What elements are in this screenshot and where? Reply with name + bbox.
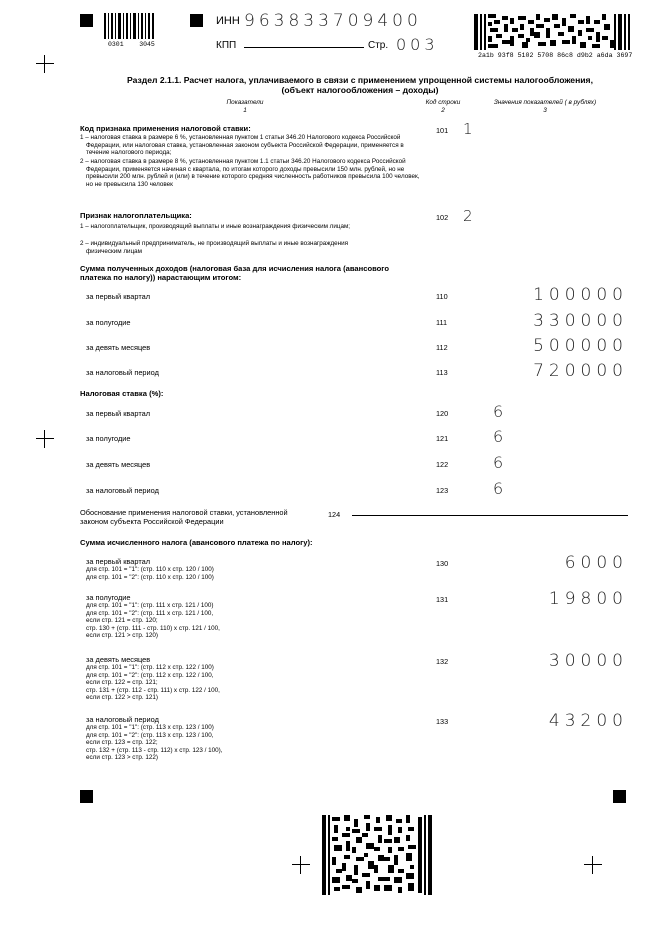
registration-cross-icon bbox=[36, 430, 54, 448]
registration-square bbox=[190, 14, 203, 27]
registration-cross-icon bbox=[36, 55, 54, 73]
taxpayer-option-2: 2 – индивидуальный предприниматель, не производящий выплаты и иные вознаграждения физическим лицам bbox=[80, 240, 349, 255]
barcode-2d-bottom bbox=[322, 815, 434, 895]
rate-code-option-2: 2 – налоговая ставка в размере 8 %, установленная пунктом 1.1 статьи 346.20 Налогового кодекса Российской Федерации, применяется начиная с квартала, по итогам которого доходы превысили 150 млн. рублей, но не превысили 200 млн. рублей и (или) в течение которого средняя численность работников превысила 100 человек, но не превысила 130 человек bbox=[80, 158, 420, 188]
taxpayer-title: Признак налогоплательщика: bbox=[80, 211, 192, 220]
rate-title: Налоговая ставка (%): bbox=[80, 389, 164, 398]
tax-row-formula: для стр. 101 = "1": (стр. 113 х стр. 123 / 100) для стр. 101 = "2": (стр. 113 х стр. 123 / 100, если стр. 123 = стр. 122; стр. 132 + (стр. 113 - стр. 112) х стр. 123 / 100), если стр. 123 > стр. 122) bbox=[86, 724, 223, 762]
line-code: 122 bbox=[436, 460, 449, 469]
kpp-line bbox=[244, 47, 364, 48]
registration-square bbox=[613, 790, 626, 803]
tax-row-label: за девять месяцев bbox=[86, 655, 151, 664]
line-code: 121 bbox=[436, 434, 449, 443]
rate-code-title: Код признака применения налоговой ставки: bbox=[80, 124, 251, 133]
section-title-line1: Раздел 2.1.1. Расчет налога, уплачиваемого в связи с применением упрощенной системы налогообложения, bbox=[127, 75, 593, 85]
section-title bbox=[60, 75, 660, 95]
justification-label: Обоснование применения налоговой ставки, установленной законом субъекта Российской Федерации bbox=[80, 508, 288, 526]
inn-label: ИНН bbox=[216, 15, 240, 27]
line-code: 123 bbox=[436, 486, 449, 495]
tax-row-label: за первый квартал bbox=[86, 557, 151, 566]
line-code: 124 bbox=[328, 510, 341, 519]
rate-row-label: за первый квартал bbox=[86, 409, 151, 418]
tax-row-formula: для стр. 101 = "1": (стр. 110 х стр. 120 / 100) для стр. 101 = "2": (стр. 110 х стр. 120 / 100) bbox=[86, 566, 214, 581]
line-code: 113 bbox=[436, 368, 448, 377]
tax-row-label: за полугодие bbox=[86, 593, 131, 602]
barcode-2d-top bbox=[474, 14, 630, 50]
line-code: 130 bbox=[436, 559, 449, 568]
inn-value: 963833709400 bbox=[244, 11, 422, 31]
line-code: 132 bbox=[436, 657, 449, 666]
line-code: 112 bbox=[436, 343, 448, 352]
page-value: 003 bbox=[396, 35, 439, 54]
line-code: 120 bbox=[436, 409, 449, 418]
tax-row-value: 30000 bbox=[548, 651, 628, 671]
tax-row bbox=[86, 593, 386, 640]
rate-code-value: 1 bbox=[463, 120, 478, 138]
income-row-value: 720000 bbox=[533, 361, 628, 381]
line-code: 131 bbox=[436, 595, 449, 604]
tax-row-formula: для стр. 101 = "1": (стр. 111 х стр. 121 / 100) для стр. 101 = "2": (стр. 111 х стр. 121 / 100, если стр. 121 = стр. 120; стр. 130 + (стр. 111 - стр. 110) х стр. 121 / 100, если стр. 121 > стр. 120) bbox=[86, 602, 220, 640]
line-code: 110 bbox=[436, 292, 448, 301]
justification-field[interactable] bbox=[352, 515, 628, 516]
income-row-label: за налоговый период bbox=[86, 368, 159, 377]
tax-row-label: за налоговый период bbox=[86, 715, 159, 724]
col2-header: Код строки 2 bbox=[425, 99, 461, 114]
registration-cross-icon bbox=[292, 856, 310, 874]
kpp-label: КПП bbox=[216, 40, 237, 51]
rate-row-label: за девять месяцев bbox=[86, 460, 151, 469]
tax-row-value: 6000 bbox=[564, 553, 628, 573]
barcode-left-text: 0301 3045 bbox=[108, 41, 155, 48]
rate-row-value: 6 bbox=[493, 479, 509, 498]
rate-row-value: 6 bbox=[493, 427, 509, 446]
registration-cross-icon bbox=[584, 856, 602, 874]
tax-row-value: 43200 bbox=[548, 711, 628, 731]
taxpayer-option-1: 1 – налогоплательщик, производящий выплаты и иные вознаграждения физическим лицам; bbox=[80, 223, 351, 230]
income-row-value: 500000 bbox=[533, 336, 628, 356]
tax-row-value: 19800 bbox=[548, 589, 628, 609]
taxpayer-value: 2 bbox=[463, 207, 478, 225]
income-row-label: за первый квартал bbox=[86, 292, 151, 301]
rate-row-label: за налоговый период bbox=[86, 486, 159, 495]
col1-header: Показатели 1 bbox=[226, 99, 264, 114]
section-title-line2: (объект налогообложения – доходы) bbox=[281, 85, 439, 95]
income-title: Сумма полученных доходов (налоговая база для исчисления налога (авансового платежа по налогу)) нарастающим итогом: bbox=[80, 264, 389, 282]
barcode-right-text: 2a1b 93f8 5102 5708 86c8 d9b2 a6da 3697 bbox=[478, 52, 633, 59]
col3-header: Значения показателей ( в рублях) 3 bbox=[493, 99, 597, 114]
income-row-label: за полугодие bbox=[86, 318, 131, 327]
tax-row bbox=[86, 715, 386, 762]
line-code: 111 bbox=[436, 318, 448, 327]
income-row-label: за девять месяцев bbox=[86, 343, 151, 352]
tax-row bbox=[86, 557, 386, 581]
income-row-value: 330000 bbox=[533, 311, 628, 331]
tax-title: Сумма исчисленного налога (авансового платежа по налогу): bbox=[80, 538, 313, 547]
rate-row-label: за полугодие bbox=[86, 434, 131, 443]
barcode-left bbox=[104, 13, 154, 39]
registration-square bbox=[80, 790, 93, 803]
line-code: 133 bbox=[436, 717, 449, 726]
line-code: 102 bbox=[436, 213, 449, 222]
line-code: 101 bbox=[436, 126, 449, 135]
rate-code-option-1: 1 – налоговая ставка в размере 6 %, установленная пунктом 1 статьи 346.20 Налогового кодекса Российской Федерации, или налоговая ставка, установленная законом субъекта Российской Федерации, применяется в течение налогового периода; bbox=[80, 134, 404, 157]
rate-row-value: 6 bbox=[493, 402, 509, 421]
rate-row-value: 6 bbox=[493, 453, 509, 472]
tax-row bbox=[86, 655, 386, 702]
registration-square bbox=[80, 14, 93, 27]
page-label: Стр. bbox=[368, 40, 389, 51]
tax-row-formula: для стр. 101 = "1": (стр. 112 х стр. 122 / 100) для стр. 101 = "2": (стр. 112 х стр. 122 / 100, если стр. 122 = стр. 121; стр. 131 + (стр. 112 - стр. 111) х стр. 122 / 100, если стр. 122 > стр. 121) bbox=[86, 664, 220, 702]
income-row-value: 100000 bbox=[533, 285, 628, 305]
